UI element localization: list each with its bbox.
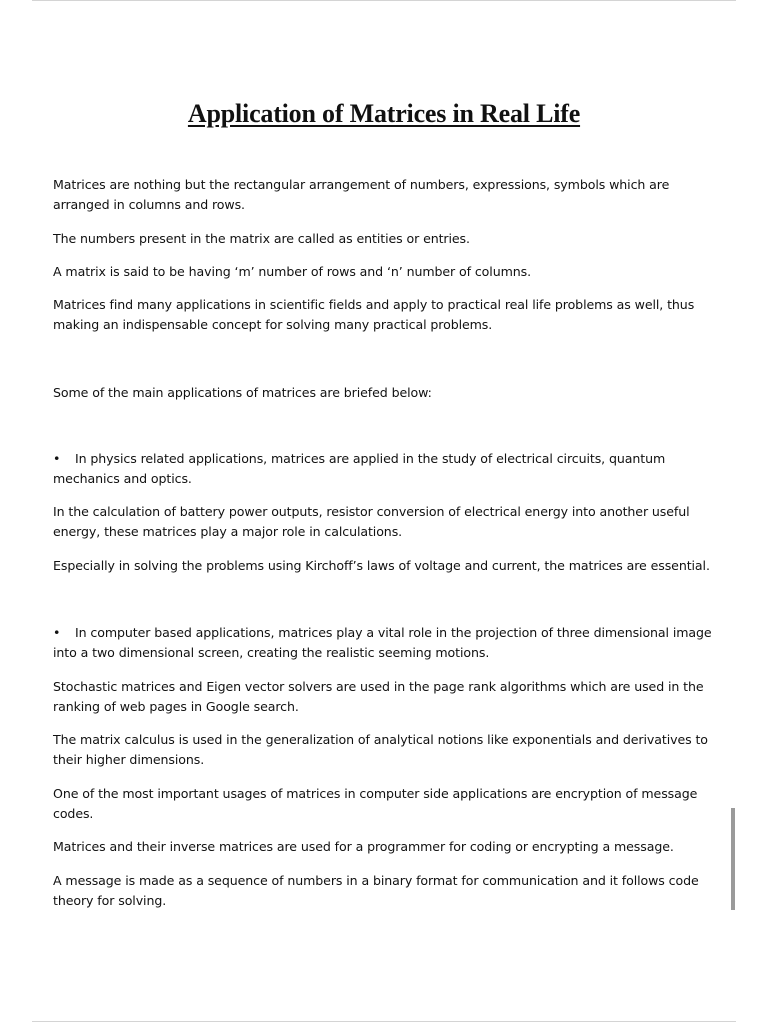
intro-paragraph-dimensions: A matrix is said to be having ‘m’ number of rows and ‘n’ number of columns. [53,264,531,279]
intro-paragraph-definition: Matrices are nothing but the rectangular arrangement of numbers, expressions, symbols which are arranged in columns and rows. [53,177,670,212]
computer-bullet-text: In computer based applications, matrices play a vital role in the projection of three dimensional image into a two dimensional screen, creating the realistic seeming motions. [53,625,712,660]
bullet-glyph: • [53,451,61,466]
computer-bullet-item [53,623,713,663]
computer-paragraph-binary: A message is made as a sequence of numbers in a binary format for communication and it follows code theory for solving. [53,873,699,908]
page-top-border [32,0,736,1]
physics-bullet-item [53,449,713,489]
page-bottom-border [32,1021,736,1022]
intro-paragraph-entries: The numbers present in the matrix are called as entities or entries. [53,231,470,246]
bullet-glyph: • [53,625,61,640]
scrollbar-thumb[interactable] [731,808,735,910]
physics-paragraph-battery: In the calculation of battery power outputs, resistor conversion of electrical energy into another useful energy, these matrices play a major role in calculations. [53,504,690,539]
computer-paragraph-inverse: Matrices and their inverse matrices are used for a programmer for coding or encrypting a message. [53,839,674,854]
intro-paragraph-applications: Matrices find many applications in scientific fields and apply to practical real life problems as well, thus making an indispensable concept for solving many practical problems. [53,297,695,332]
computer-paragraph-page-rank: Stochastic matrices and Eigen vector solvers are used in the page rank algorithms which are used in the ranking of web pages in Google search. [53,679,704,714]
applications-lead-in: Some of the main applications of matrices are briefed below: [53,385,432,400]
computer-paragraph-encryption: One of the most important usages of matrices in computer side applications are encryption of message codes. [53,786,698,821]
physics-paragraph-kirchoff: Especially in solving the problems using Kirchoff’s laws of voltage and current, the matrices are essential. [53,558,710,573]
computer-paragraph-calculus: The matrix calculus is used in the generalization of analytical notions like exponentials and derivatives to their higher dimensions. [53,732,708,767]
document-title: Application of Matrices in Real Life [187,99,581,129]
physics-bullet-text: In physics related applications, matrices are applied in the study of electrical circuits, quantum mechanics and optics. [53,451,666,486]
